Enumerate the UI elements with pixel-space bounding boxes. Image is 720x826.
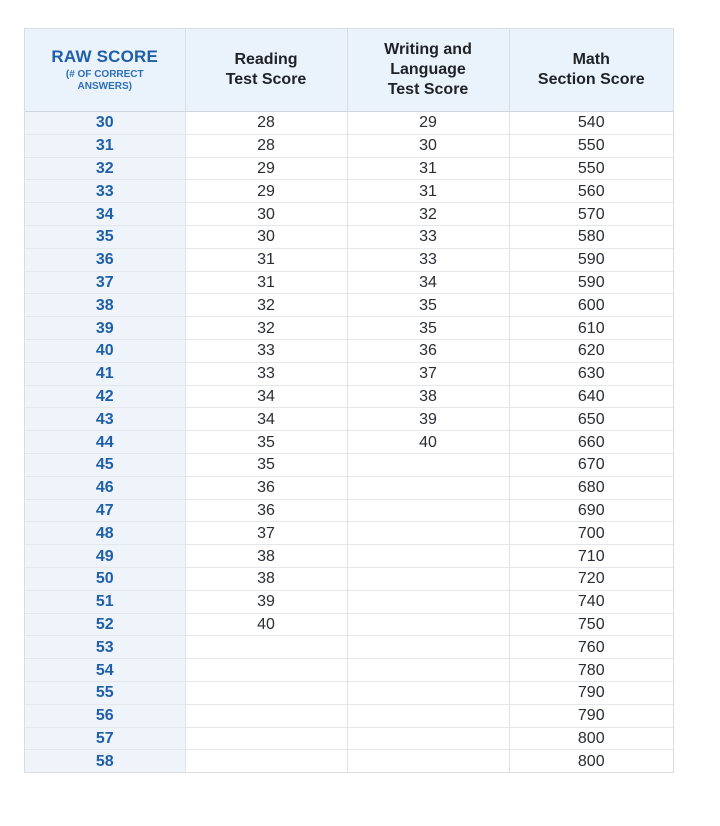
writing-score-cell: 31: [347, 180, 509, 203]
reading-score-cell: 31: [185, 248, 347, 271]
raw-score-cell: 43: [25, 408, 185, 431]
math-score-cell: 630: [509, 362, 673, 385]
raw-score-cell: 50: [25, 567, 185, 590]
reading-score-cell: 37: [185, 522, 347, 545]
table-row: [25, 590, 673, 613]
writing-score-cell: 32: [347, 203, 509, 226]
writing-score-cell: [347, 659, 509, 682]
math-score-cell: 740: [509, 590, 673, 613]
reading-score-cell: 35: [185, 431, 347, 454]
reading-score-cell: 30: [185, 203, 347, 226]
reading-score-cell: 36: [185, 499, 347, 522]
raw-score-cell: 36: [25, 248, 185, 271]
writing-score-cell: [347, 636, 509, 659]
reading-score-cell: 31: [185, 271, 347, 294]
writing-score-cell: 39: [347, 408, 509, 431]
math-score-cell: 650: [509, 408, 673, 431]
writing-score-cell: [347, 567, 509, 590]
writing-score-cell: [347, 522, 509, 545]
math-score-cell: 790: [509, 704, 673, 727]
reading-score-cell: 36: [185, 476, 347, 499]
writing-score-cell: 33: [347, 248, 509, 271]
writing-score-cell: 35: [347, 294, 509, 317]
table-row: [25, 453, 673, 476]
raw-score-cell: 38: [25, 294, 185, 317]
math-score-cell: 800: [509, 727, 673, 750]
raw-score-cell: 44: [25, 431, 185, 454]
reading-score-cell: [185, 636, 347, 659]
table-body: [25, 112, 673, 773]
reading-header-line2: Test Score: [225, 71, 307, 88]
raw-score-cell: 52: [25, 613, 185, 636]
table-row: [25, 476, 673, 499]
math-score-cell: 610: [509, 317, 673, 340]
table-row: [25, 157, 673, 180]
raw-score-cell: 47: [25, 499, 185, 522]
writing-score-cell: 34: [347, 271, 509, 294]
reading-score-cell: 29: [185, 180, 347, 203]
table-row: [25, 681, 673, 704]
raw-score-subtitle-line1: (# OF CORRECT: [65, 69, 144, 80]
raw-score-header: [25, 29, 185, 112]
writing-score-cell: [347, 750, 509, 772]
table-row: [25, 750, 673, 772]
table-header: [25, 29, 673, 112]
table-row: [25, 203, 673, 226]
raw-score-cell: 30: [25, 112, 185, 135]
raw-score-cell: 48: [25, 522, 185, 545]
writing-score-cell: [347, 545, 509, 568]
table-row: [25, 522, 673, 545]
raw-score-cell: 39: [25, 317, 185, 340]
math-score-cell: 600: [509, 294, 673, 317]
reading-score-cell: 29: [185, 157, 347, 180]
table-row: [25, 271, 673, 294]
raw-score-title: RAW SCORE: [51, 47, 159, 66]
math-score-cell: 540: [509, 112, 673, 135]
math-score-cell: 690: [509, 499, 673, 522]
table-row: [25, 545, 673, 568]
reading-header-line1: Reading: [234, 51, 298, 68]
reading-score-cell: 34: [185, 385, 347, 408]
table-row: [25, 408, 673, 431]
writing-score-cell: [347, 590, 509, 613]
math-header-line2: Section Score: [537, 71, 645, 88]
raw-score-cell: 35: [25, 225, 185, 248]
math-score-cell: 670: [509, 453, 673, 476]
raw-score-cell: 31: [25, 134, 185, 157]
raw-score-cell: 32: [25, 157, 185, 180]
reading-score-cell: [185, 704, 347, 727]
reading-score-cell: 34: [185, 408, 347, 431]
math-score-cell: 590: [509, 271, 673, 294]
raw-score-cell: 41: [25, 362, 185, 385]
raw-score-cell: 56: [25, 704, 185, 727]
math-score-cell: 620: [509, 339, 673, 362]
math-score-cell: 590: [509, 248, 673, 271]
score-conversion-table-container: [24, 28, 674, 773]
writing-score-cell: 37: [347, 362, 509, 385]
raw-score-cell: 42: [25, 385, 185, 408]
reading-score-cell: 38: [185, 567, 347, 590]
reading-score-cell: [185, 727, 347, 750]
table-row: [25, 636, 673, 659]
math-score-cell: 580: [509, 225, 673, 248]
math-score-cell: 700: [509, 522, 673, 545]
writing-score-cell: 38: [347, 385, 509, 408]
writing-score-cell: [347, 476, 509, 499]
reading-score-cell: 30: [185, 225, 347, 248]
raw-score-cell: 53: [25, 636, 185, 659]
math-score-cell: 560: [509, 180, 673, 203]
writing-score-cell: 35: [347, 317, 509, 340]
table-row: [25, 294, 673, 317]
math-score-cell: 720: [509, 567, 673, 590]
table-row: [25, 704, 673, 727]
raw-score-cell: 33: [25, 180, 185, 203]
reading-score-cell: 35: [185, 453, 347, 476]
raw-score-cell: 34: [25, 203, 185, 226]
math-score-cell: 550: [509, 134, 673, 157]
raw-score-cell: 51: [25, 590, 185, 613]
reading-score-cell: 32: [185, 294, 347, 317]
math-score-cell: 760: [509, 636, 673, 659]
table-row: [25, 567, 673, 590]
writing-header-line3: Test Score: [387, 81, 469, 98]
reading-score-cell: 28: [185, 134, 347, 157]
math-score-cell: 640: [509, 385, 673, 408]
table-row: [25, 248, 673, 271]
math-score-cell: 680: [509, 476, 673, 499]
math-score-cell: 790: [509, 681, 673, 704]
table-row: [25, 499, 673, 522]
writing-score-cell: 36: [347, 339, 509, 362]
reading-score-cell: 33: [185, 362, 347, 385]
table-row: [25, 659, 673, 682]
raw-score-cell: 37: [25, 271, 185, 294]
writing-score-cell: [347, 704, 509, 727]
reading-score-cell: 38: [185, 545, 347, 568]
writing-score-cell: [347, 499, 509, 522]
raw-score-subtitle-line2: ANSWERS): [77, 81, 132, 92]
table-row: [25, 339, 673, 362]
table-row: [25, 134, 673, 157]
writing-score-cell: [347, 681, 509, 704]
writing-header-line1: Writing and: [384, 41, 472, 58]
reading-score-cell: 28: [185, 112, 347, 135]
math-score-cell: 550: [509, 157, 673, 180]
writing-score-cell: [347, 613, 509, 636]
raw-score-cell: 49: [25, 545, 185, 568]
math-score-cell: 570: [509, 203, 673, 226]
reading-score-cell: [185, 659, 347, 682]
raw-score-cell: 55: [25, 681, 185, 704]
raw-score-cell: 54: [25, 659, 185, 682]
math-score-cell: 710: [509, 545, 673, 568]
table-row: [25, 362, 673, 385]
reading-score-cell: 39: [185, 590, 347, 613]
raw-score-cell: 57: [25, 727, 185, 750]
score-conversion-table: [25, 29, 673, 772]
writing-score-cell: 40: [347, 431, 509, 454]
writing-score-cell: [347, 453, 509, 476]
table-row: [25, 431, 673, 454]
raw-score-cell: 45: [25, 453, 185, 476]
table-row: [25, 180, 673, 203]
raw-score-cell: 40: [25, 339, 185, 362]
writing-header: [347, 29, 509, 112]
reading-score-cell: 40: [185, 613, 347, 636]
math-header: [509, 29, 673, 112]
header-row: [25, 29, 673, 112]
math-score-cell: 800: [577, 752, 605, 770]
reading-score-cell: [185, 750, 347, 772]
writing-score-cell: 31: [347, 157, 509, 180]
writing-score-cell: 29: [347, 112, 509, 135]
table-row: [25, 727, 673, 750]
raw-score-cell: 58: [25, 750, 185, 772]
table-row: [25, 385, 673, 408]
math-score-cell: 750: [509, 613, 673, 636]
table-row: [25, 613, 673, 636]
writing-score-cell: 30: [347, 134, 509, 157]
table-row: [25, 112, 673, 135]
reading-score-cell: 32: [185, 317, 347, 340]
writing-header-line2: Language: [390, 61, 466, 78]
table-row: [25, 225, 673, 248]
math-score-cell: 780: [509, 659, 673, 682]
writing-score-cell: 33: [347, 225, 509, 248]
math-header-line1: Math: [572, 51, 610, 68]
table-row: [25, 317, 673, 340]
reading-score-cell: 33: [185, 339, 347, 362]
reading-score-cell: [185, 681, 347, 704]
math-score-cell: 660: [509, 431, 673, 454]
reading-header: [185, 29, 347, 112]
writing-score-cell: [347, 727, 509, 750]
raw-score-cell: 46: [25, 476, 185, 499]
